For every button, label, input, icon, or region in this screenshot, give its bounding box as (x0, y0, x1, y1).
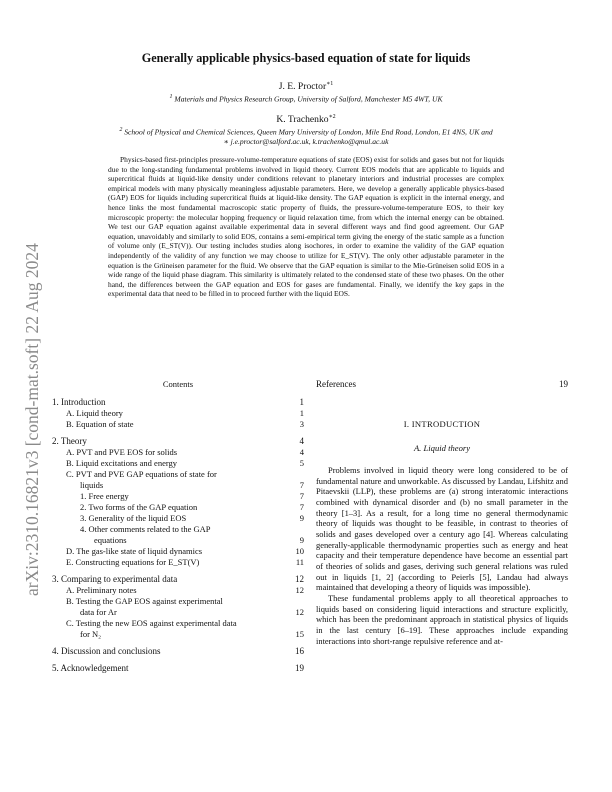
toc-entry-page: 15 (295, 629, 304, 639)
toc-entry-page: 10 (295, 546, 304, 556)
toc-list (52, 397, 304, 674)
toc-entry-page: 12 (295, 607, 304, 617)
toc-entry[interactable] (52, 408, 304, 419)
toc-entry-label: B. Testing the GAP EOS against experimental (66, 596, 223, 606)
toc-entry-label: 5. Acknowledgement (52, 663, 129, 673)
toc-entry[interactable] (52, 513, 304, 524)
toc-entry[interactable] (52, 646, 304, 657)
toc-entry-label: 3. Generality of the liquid EOS (80, 513, 187, 523)
toc-entry-label: for N₂ (80, 629, 102, 639)
table-of-contents (52, 379, 304, 674)
toc-entry-page: 7 (299, 480, 304, 490)
toc-entry-label: A. Preliminary notes (66, 585, 137, 595)
toc-entry[interactable] (52, 419, 304, 430)
toc-entry-page: 16 (295, 646, 304, 656)
toc-entry[interactable] (52, 546, 304, 557)
toc-references-label: References (316, 379, 356, 389)
toc-entry-label: equations (94, 535, 127, 545)
right-column (316, 379, 568, 646)
toc-entry[interactable] (52, 596, 304, 607)
toc-entry[interactable] (52, 436, 304, 447)
toc-entry-page (282, 618, 304, 629)
toc-entry[interactable] (52, 469, 304, 480)
toc-entry[interactable] (52, 447, 304, 458)
toc-entry-label: D. The gas-like state of liquid dynamics (66, 546, 203, 556)
paragraph: These fundamental problems apply to all theoretical approaches to liquids based on considering liquid interactions and structure explicitly, which has been the predominant approach in statistical physics of liquids in the last century [6–19]. These approaches include expanding interactions into short-range repulsive reference and at- (316, 592, 568, 646)
toc-entry-page: 9 (299, 513, 304, 523)
toc-entry-label: 2. Two forms of the GAP equation (80, 502, 198, 512)
toc-entry-label: A. Liquid theory (66, 408, 123, 418)
abstract (108, 155, 504, 299)
toc-entry-page (282, 469, 304, 480)
toc-entry-page: 1 (299, 408, 304, 418)
toc-entry-label: A. PVT and PVE EOS for solids (66, 447, 178, 457)
affiliation-2: $^2$ School of Physical and Chemical Sciences, Queen Mary University of London, Mile End Road, London, E1 4NS, UK and (119, 127, 493, 137)
toc-entry[interactable] (52, 491, 304, 502)
author-2: K. Trachenko$^{∗2}$ (276, 114, 336, 126)
toc-entry[interactable] (52, 663, 304, 674)
body-text (316, 465, 568, 646)
toc-entry[interactable] (52, 535, 304, 546)
subsection-heading: A. Liquid theory (413, 443, 471, 453)
toc-entry-page: 1 (299, 397, 304, 407)
toc-entry[interactable] (52, 524, 304, 535)
toc-entry-page (282, 596, 304, 607)
toc-entry-page: 9 (299, 535, 304, 545)
toc-entry-page: 11 (295, 557, 304, 567)
toc-entry-page (282, 524, 304, 535)
toc-entry-label: 1. Introduction (52, 397, 106, 407)
toc-entry-page: 3 (299, 419, 304, 429)
toc-entry-page: 4 (299, 436, 304, 446)
author-1: J. E. Proctor$^{∗1}$ (278, 81, 334, 93)
toc-heading: Contents (162, 379, 194, 389)
toc-entry[interactable] (52, 557, 304, 568)
toc-entry-label: 2. Theory (52, 436, 87, 446)
toc-entry-page: 12 (295, 574, 304, 584)
arxiv-id: arXiv:2310.16821v3 [cond-mat.soft] 22 Aug 2024 (22, 243, 42, 596)
toc-entry-label: 4. Other comments related to the GAP (80, 524, 211, 534)
toc-entry-page: 12 (295, 585, 304, 595)
toc-entry-page: 19 (295, 663, 304, 673)
toc-entry[interactable] (52, 458, 304, 469)
toc-entry[interactable] (52, 607, 304, 618)
toc-entry-label: B. Liquid excitations and energy (66, 458, 178, 468)
toc-entry-label: C. Testing the new EOS against experimental data (66, 618, 237, 628)
toc-entry-label: 1. Free energy (80, 491, 129, 501)
toc-entry[interactable] (52, 480, 304, 491)
arxiv-stamp (8, 180, 52, 600)
toc-entry-label: C. PVT and PVE GAP equations of state for (66, 469, 217, 479)
toc-entry-page: 4 (299, 447, 304, 457)
toc-entry-label: 4. Discussion and conclusions (52, 646, 161, 656)
toc-entry[interactable] (52, 397, 304, 408)
toc-entry-page: 5 (299, 458, 304, 468)
toc-entry-label: 3. Comparing to experimental data (52, 574, 178, 584)
section-heading: I. INTRODUCTION (403, 419, 481, 429)
toc-entry-label: data for Ar (80, 607, 117, 617)
toc-entry-page: 7 (299, 502, 304, 512)
toc-entry[interactable] (52, 502, 304, 513)
author-emails: ∗ j.e.proctor@salford.ac.uk, k.trachenko@qmul.ac.uk (223, 137, 389, 146)
toc-entry[interactable] (52, 618, 304, 629)
toc-entry[interactable] (52, 585, 304, 596)
toc-entry-label: liquids (80, 480, 104, 490)
paper-title: Generally applicable physics-based equation of state for liquids (141, 51, 471, 65)
toc-entry-page: 7 (299, 491, 304, 501)
toc-entry-label: E. Constructing equations for E_ST(V) (66, 557, 200, 567)
abstract-text: Physics-based first-principles pressure-volume-temperature equations of state (EOS) exist for solids and gases but not for liquids due to the long-standing fundamental problems involved in liquid theory. Current EOS models that are applicable to liquids and supercritical fluids at liquid-like density under conditions relevant to planetary interiors and industrial processes are complex empirical models with many physically meaningless adjustable parameters. Here, we develop a generally applicable physics-based (GAP) EOS for liquids including supercritical fluids at liquid-like density. The GAP equation is explicit in the internal energy, and hence links the most fundamental macroscopic static property of fluids, the pressure-volume-temperature EOS, to their key microscopic property: the molecular hopping frequency or liquid relaxation time, from which the internal energy can be obtained. We test our GAP equation against available experimental data in several different ways and find good agreement. Our GAP equation, unavoidably and similarly to solid EOS, contains a semi-empirical term giving the energy of the static sample as a function of volume only (E_ST(V)). Our testing includes studies along isochores, in order to examine the validity of the GAP equation independently of the validity of any function we may choose to utilize for E_ST(V). The only other adjustable parameter in the equation is the Grüneisen parameter for the fluid. We observe that the GAP equation is similar to the Mie-Grüneisen solid EOS in a wide range of the liquid phase diagram. This similarity is ultimately related to the condensed state of these two phases. On the other hand, the differences between the GAP equation and EOS for gases are fundamental. Finally, we identify the key gaps in the experimental data that need to be filled in to proceed further with the liquid EOS. (108, 155, 504, 299)
toc-references-entry[interactable] (316, 379, 568, 389)
affiliation-1: $^1$ Materials and Physics Research Group, University of Salford, Manchester M5 4WT, UK (169, 94, 443, 104)
toc-entry-label: B. Equation of state (66, 419, 134, 429)
paragraph: Problems involved in liquid theory were long considered to be of fundamental nature and unworkable. As discussed by Landau, Lifshitz and Pitaevskii (LLP), these problems are (a) strong interatomic interactions combined with dynamical disorder and (b) no small parameter in the theory [1–3]. As a result, for a long time no general thermodynamic theory of liquids was thought to be feasible, in contrast to theories of solids and gases developed over a century ago [4]. Whereas calculating generally-applicable thermodynamic properties such as energy and heat capacity and their temperature dependence have become an essential part of theories of solids and gases, deriving such general relations was ruled out in liquids [1, 2] (according to Peierls [5], Landau had always maintained that developing a theory of liquids was impossible). (316, 465, 568, 593)
toc-entry[interactable] (52, 629, 304, 640)
toc-references-page: 19 (559, 379, 568, 389)
toc-entry[interactable] (52, 574, 304, 585)
